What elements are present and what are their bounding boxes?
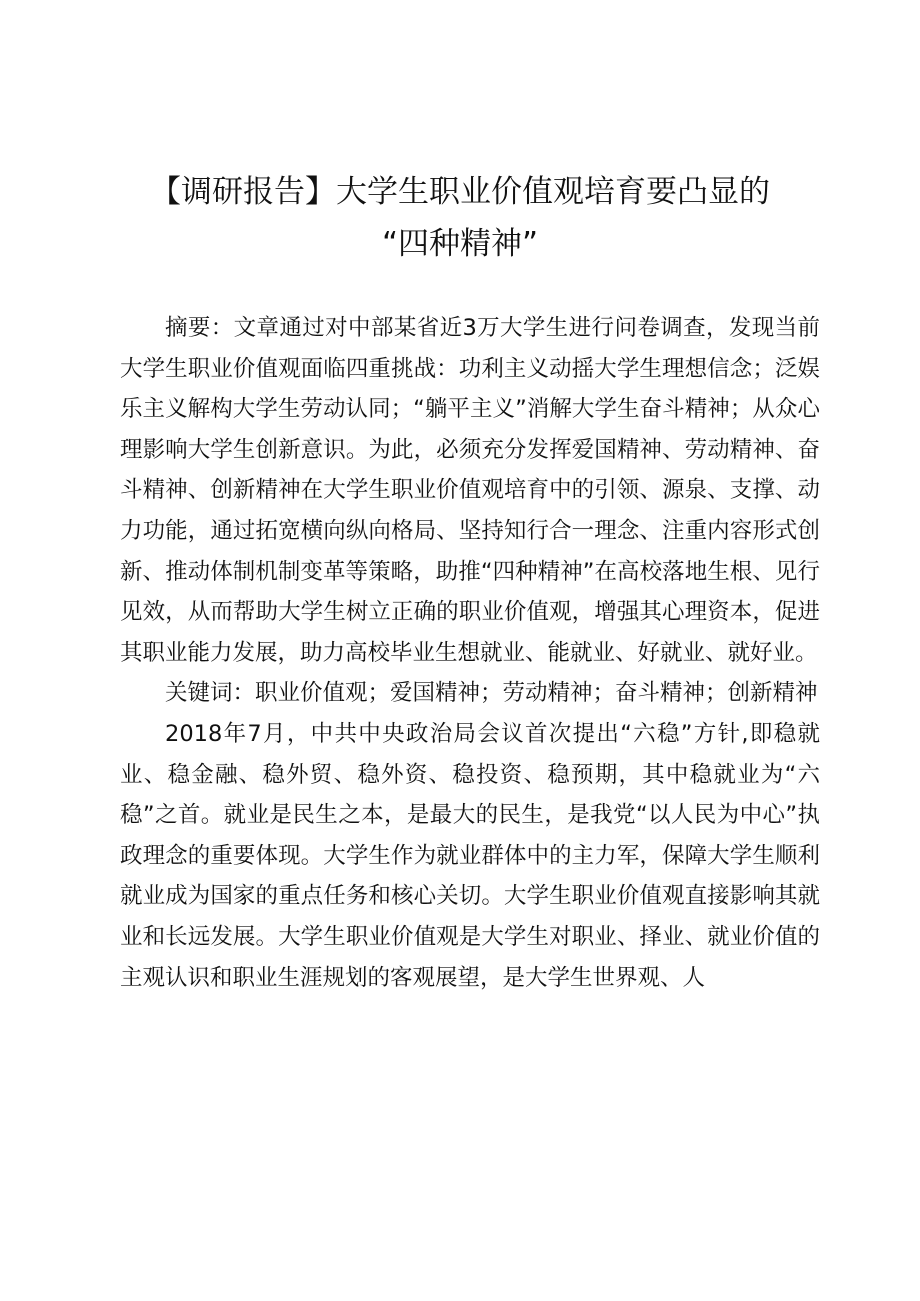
keywords-text: 职业价值观；爱国精神；劳动精神；奋斗精神；创新精神 (255, 680, 818, 707)
abstract-label: 摘要： (165, 315, 234, 341)
body-paragraph: 2018年7月，中共中央政治局会议首次提出“六稳”方针,即稳就业、稳金融、稳外贸、稳外资、稳投资、稳预期，其中稳就业为“六稳”之首。就业是民生之本，是最大的民生，是我党“以人民为中心”执政理念的重要体现。大学生作为就业群体中的主力军，保障大学生顺利就业成为国家的重点任务和核心关切。大学生职业价值观直接影响其就业和长远发展。大学生职业价值观是大学生对职业、择业、就业价值的主观认识和职业生涯规划的客观展望，是大学生世界观、人 (120, 720, 820, 991)
document-body (120, 308, 820, 998)
keywords-label: 关键词： (165, 680, 256, 707)
keywords-paragraph (120, 673, 820, 714)
abstract-paragraph (120, 308, 820, 673)
document-title (100, 166, 820, 270)
title-line-2: “四种精神” (381, 226, 539, 262)
title-line-1: 【调研报告】大学生职业价值观培育要凸显的 (150, 174, 770, 210)
abstract-text: 文章通过对中部某省近3万大学生进行问卷调查，发现当前大学生职业价值观面临四重挑战：功利主义动摇大学生理想信念；泛娱乐主义解构大学生劳动认同；“躺平主义”消解大学生奋斗精神；从众心理影响大学生创新意识。为此，必须充分发挥爱国精神、劳动精神、奋斗精神、创新精神在大学生职业价值观培育中的引领、源泉、支撑、动力功能，通过拓宽横向纵向格局、坚持知行合一理念、注重内容形式创新、推动体制机制变革等策略，助推“四种精神”在高校落地生根、见行见效，从而帮助大学生树立正确的职业价值观，增强其心理资本，促进其职业能力发展，助力高校毕业生想就业、能就业、好就业、就好业。 (120, 315, 820, 666)
